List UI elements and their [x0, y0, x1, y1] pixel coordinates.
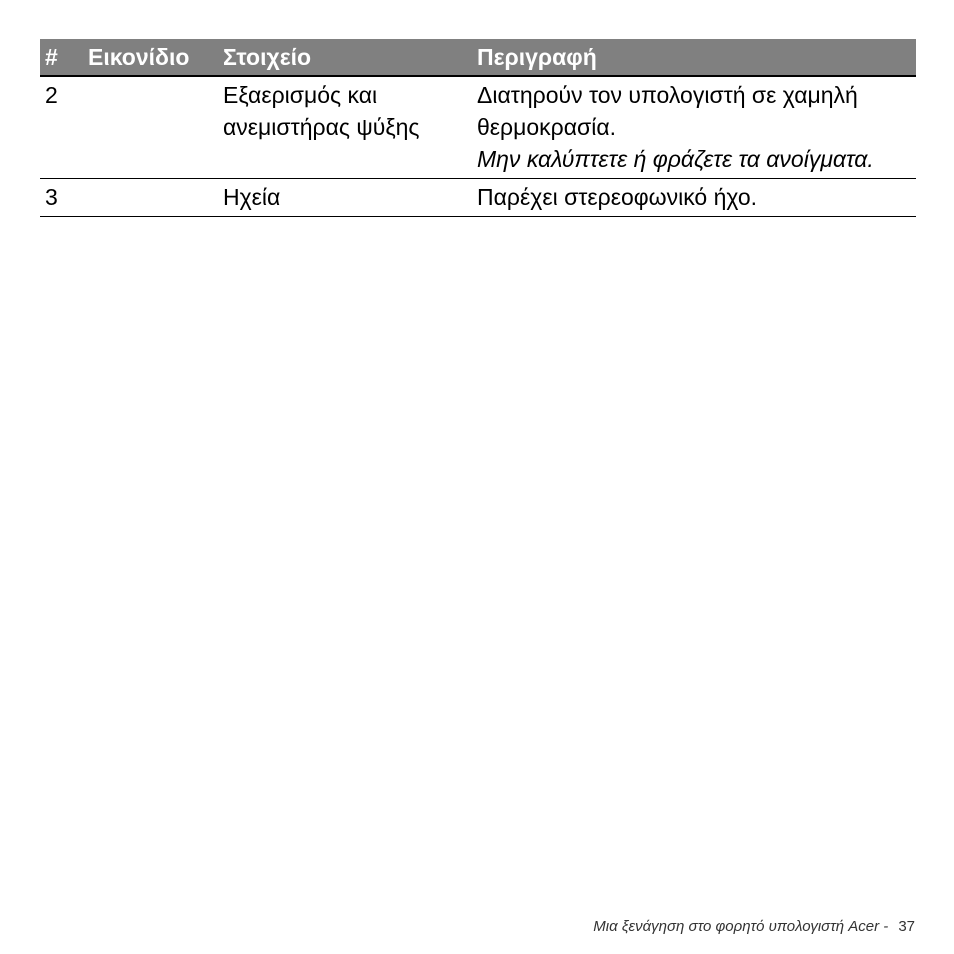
page-footer	[593, 918, 915, 935]
header-icon: Εικονίδιο	[83, 39, 218, 76]
row-item: Εξαερισμός και ανεμιστήρας ψύξης	[218, 76, 472, 179]
header-number: #	[40, 39, 83, 76]
footer-text: Μια ξενάγηση στο φορητό υπολογιστή Acer -	[593, 918, 889, 935]
header-description: Περιγραφή	[472, 39, 916, 76]
table-header-row	[40, 39, 916, 76]
row-description-cell	[472, 76, 916, 179]
row-description-cell	[472, 179, 916, 217]
row-icon	[83, 76, 218, 179]
row-icon	[83, 179, 218, 217]
row-item: Ηχεία	[218, 179, 472, 217]
row-number: 2	[40, 76, 83, 179]
row-note: Μην καλύπτετε ή φράζετε τα ανοίγματα.	[477, 146, 874, 172]
components-table	[40, 39, 916, 217]
row-description: Διατηρούν τον υπολογιστή σε χαμηλή θερμοκρασία.	[477, 82, 858, 140]
page-number: 37	[898, 918, 915, 935]
table-row	[40, 76, 916, 179]
row-description: Παρέχει στερεοφωνικό ήχο.	[477, 184, 758, 210]
table-row	[40, 179, 916, 217]
header-item: Στοιχείο	[218, 39, 472, 76]
row-number: 3	[40, 179, 83, 217]
